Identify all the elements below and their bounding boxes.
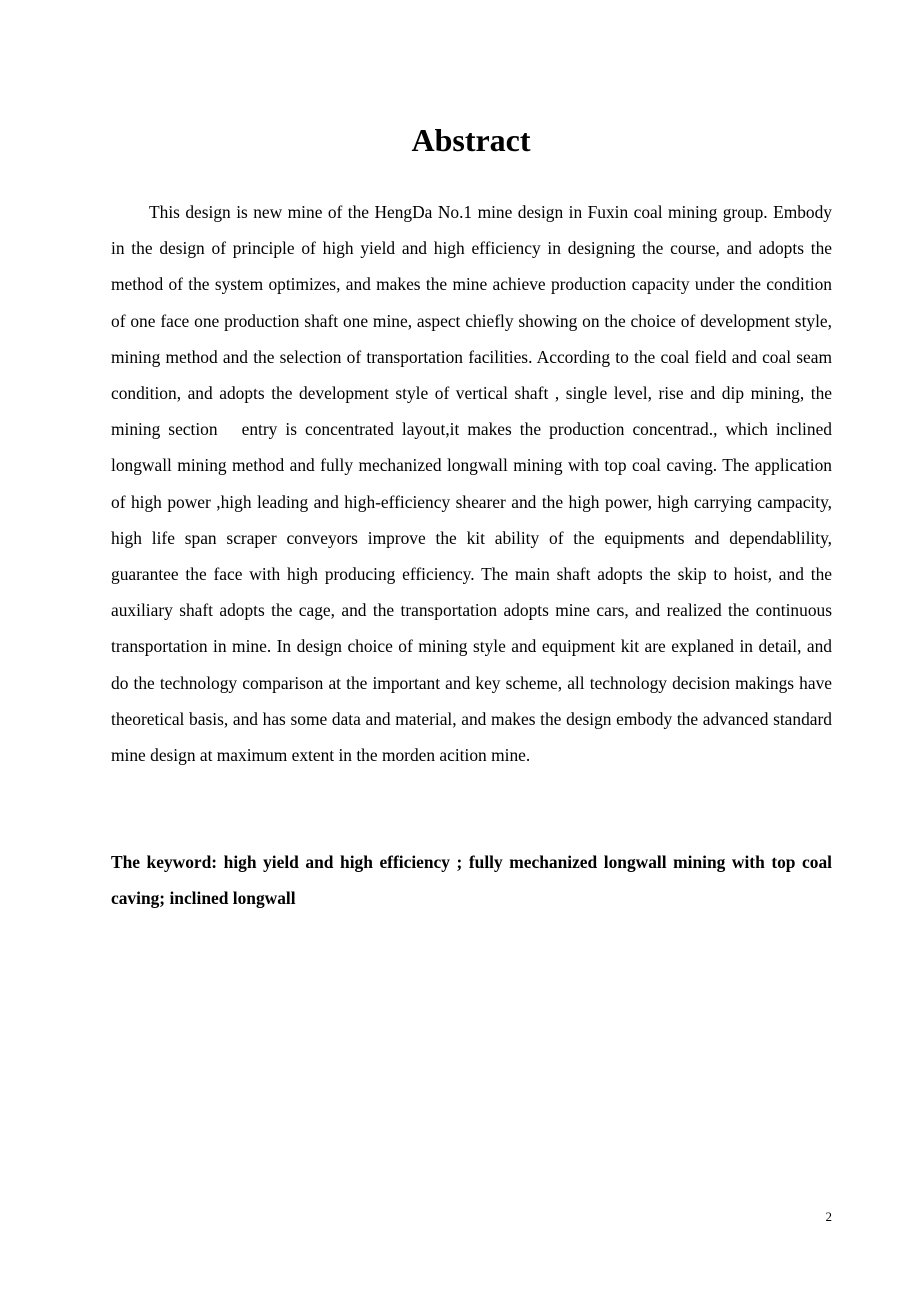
abstract-title: Abstract [411, 122, 531, 158]
page-number: 2 [825, 1209, 832, 1224]
abstract-body: This design is new mine of the HengDa No.1 mine design in Fuxin coal mining group. Embody in the design of principle of high yield and high efficiency in designing the course, and adopts the method of the system optimizes, and makes the mine achieve production capacity under the condition of one face one production shaft one mine, aspect chiefly showing on the choice of development style, mining method and the selection of transportation facilities. According to the coal field and coal seam condition, and adopts the development style of vertical shaft , single level, rise and dip mining, the mining section entry is concentrated layout,it makes the production concentrad., which inclined longwall mining method and fully mechanized longwall mining with top coal caving. The application of high power ,high leading and high-efficiency shearer and the high power, high carrying campacity, high life span scraper conveyors improve the kit ability of the equipments and dependablility, guarantee the face with high producing efficiency. The main shaft adopts the skip to hoist, and the auxiliary shaft adopts the cage, and the transportation adopts mine cars, and realized the continuous transportation in mine. In design choice of mining style and equipment kit are explaned in detail, and do the technology comparison at the important and key scheme, all technology decision makings have theoretical basis, and has some data and material, and makes the design embody the advanced standard mine design at maximum extent in the morden acition mine. [111, 202, 832, 766]
keywords-paragraph: The keyword: high yield and high efficiency ; fully mechanized longwall mining with top coal caving; inclined longwall [111, 852, 832, 909]
